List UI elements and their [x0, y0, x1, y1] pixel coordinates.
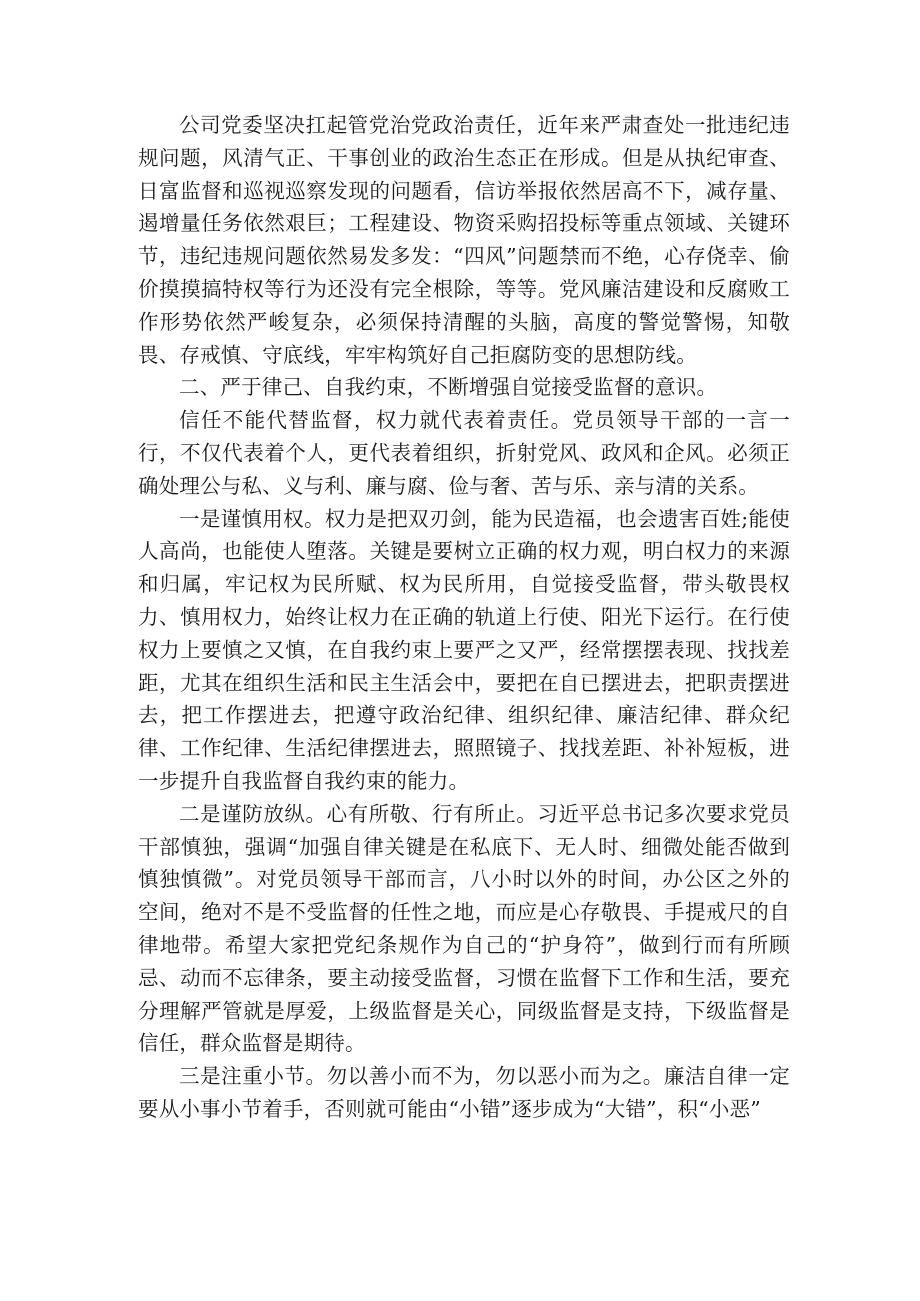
paragraph-point-1: 一是谨慎用权。权力是把双刃剑，能为民造福，也会遗害百姓;能使人高尚，也能使人堕落。关键是要树立正确的权力观，明白权力的来源和归属，牢记权为民所赋、权为民所用，自觉接受监督，带头敬畏权力、慎用权力，始终让权力在正确的轨道上行使、阳光下运行。在行使权力上要慎之又慎，在自我约束上要严之又严，经常摆摆表现、找找差距，尤其在组织生活和民主生活会中，要把在自已摆进去，把职责摆进去，把工作摆进去，把遵守政治纪律、组织纪律、廉洁纪律、群众纪律、工作纪律、生活纪律摆进去，照照镜子、找找差距、补补短板，进一步提升自我监督自我约束的能力。: [138, 506, 790, 793]
paragraph-trust-supervision: 信任不能代替监督，权力就代表着责任。党员领导干部的一言一行，不仅代表着个人，更代表着组织，折射党风、政风和企风。必须正确处理公与私、义与利、廉与腐、俭与奢、苦与乐、亲与清的关系。: [138, 408, 790, 498]
paragraph-intro: 公司党委坚决扛起管党治党政治责任，近年来严肃查处一批违纪违规问题，风清气正、干事创业的政治生态正在形成。但是从执纪审查、日富监督和巡视巡察发现的问题看，信访举报依然居高不下，减存量、遏增量任务依然艰巨；工程建设、物资采购招投标等重点领域、关键环节，违纪违规问题依然易发多发：“四风”问题禁而不绝，心存侥幸、偷价摸摸搞特权等行为还没有完全根除，等等。党风廉洁建设和反腐败工作形势依然严峻复杂，必须保持清醒的头脑，高度的警觉警惕，知敬畏、存戒慎、守底线，牢牢构筑好自己拒腐防变的思想防线。: [138, 113, 790, 367]
paragraph-point-2: 二是谨防放纵。心有所敬、行有所止。习近平总书记多次要求党员干部慎独，强调“加强自律关键是在私底下、无人时、细微处能否做到慎独慎微”。对党员领导干部而言，八小时以外的时间，办公区之外的空间，绝对不是不受监督的任性之地，而应是心存敬畏、手提戒尺的自律地带。希望大家把党纪条规作为自己的“护身符”，做到行而有所顾忌、动而不忘律条，要主动接受监督，习惯在监督下工作和生活，要充分理解严管就是厚爱，上级监督是关心，同级监督是支持，下级监督是信任，群众监督是期待。: [138, 801, 790, 1056]
paragraph-point-3: 三是注重小节。勿以善小而不为，勿以恶小而为之。廉洁自律一定要从小事小节着手，否则就可能由“小错”逐步成为“大错”，积“小恶”: [138, 1064, 790, 1121]
document-body: [138, 109, 790, 1126]
section-heading-2: 二、严于律己、自我约束，不断增强自觉接受监督的意识。: [179, 375, 718, 400]
